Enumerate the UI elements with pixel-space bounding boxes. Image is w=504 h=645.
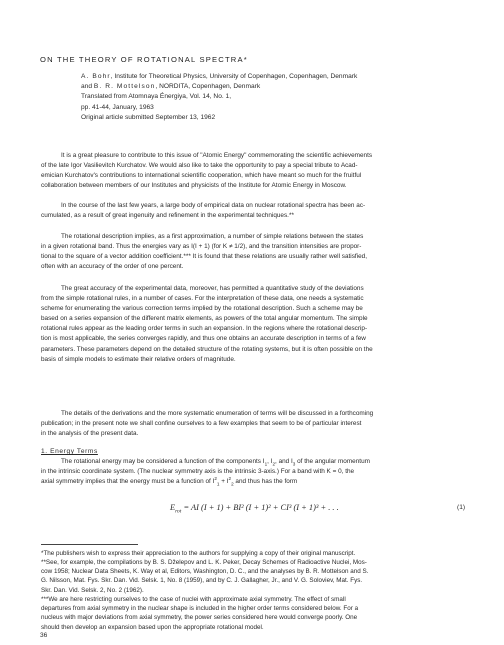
subscript: 1	[216, 481, 220, 487]
page-range: pp. 41-44, January, 1963	[81, 103, 154, 111]
text-line: It is a great pleasure to contribute to this issue of "Atomic Energy" commemorating the scientific achievements	[61, 152, 373, 159]
paragraph-energy-terms	[41, 457, 468, 487]
superscript: 2	[214, 476, 217, 482]
text-fragment: and thus has the form	[233, 478, 298, 486]
author-line-2	[81, 82, 461, 92]
text-fragment: of the angular momentum	[295, 458, 370, 465]
subscript: 1	[264, 461, 268, 467]
subscript: 2	[231, 481, 234, 487]
text-fragment: axial symmetry implies that the energy must be a function of I	[41, 478, 215, 486]
subscript: 3	[292, 461, 296, 467]
paragraph-details	[41, 409, 468, 439]
subscript: 2	[272, 461, 276, 467]
author-2-affiliation: , NORDITA, Copenhagen, Denmark	[155, 83, 261, 91]
equation-subscript: rot	[175, 508, 182, 515]
text-line	[41, 477, 468, 487]
text-line: collaboration between members of our Institutes and physicists of the Institute for Atomic Energy in Moscow.	[41, 182, 347, 190]
text-line: in the intrinsic coordinate system. (The nuclear symmetry axis is the intrinsic 3-axis.) For a band with K = 0, the	[41, 468, 355, 476]
text-line: publication; in the present note we shall confine ourselves to a few examples that seem to be of particular interest	[41, 420, 362, 428]
text-line: of the late Igor Vasilievitch Kurchatov. We would also like to take the opportunity to pay a special tribute to Acad-	[41, 162, 358, 170]
text-line: in a given rotational band. Thus the energies vary as I(I + 1) (for K ≠ 1/2), and the transition intensities are propor-	[41, 243, 362, 251]
footnote-line: cow 1958; Nuclear Data Sheets, K. Way et al, Editors, Washington, D. C., and the analyses by B. R. Mottelson and S.	[41, 568, 369, 576]
text-line: The great accuracy of the experimental data, moreover, has permitted a quantitative study of the deviations	[61, 285, 364, 292]
text-line: scheme for enumerating the various correction terms implied by the rotational description. Such a scheme may be	[41, 305, 363, 313]
text-line: based on a series expansion of the different matrix elements, as powers of the total angular momentum. The simple	[41, 315, 368, 323]
text-fragment: , and I	[275, 458, 293, 465]
paragraph-accuracy	[41, 284, 468, 365]
text-line: rotational rules appear as the leading order terms in such an expansion. In the regions where the rotational descrip-	[41, 325, 368, 333]
text-line: emician Kurchatov's contributions to international scientific cooperation, which have meant so much for the fruitful	[41, 172, 362, 180]
paragraph-tribute	[41, 151, 468, 191]
footnote-line: **See, for example, the compilations by B. S. Dželepov and L. K. Peker, Decay Schemes of Radioactive Nuclei, Mos-	[41, 559, 367, 566]
text-line: parameters. These parameters depend on the detailed structure of the rotating systems, but it is often possible on the	[41, 345, 373, 353]
article-header	[81, 72, 461, 123]
paragraph-empirical-data	[41, 201, 468, 221]
text-fragment: + I	[219, 478, 229, 486]
footnote-line: G. Nilsson, Mat. Fys. Skr. Dan. Vid. Selsk. 1, No. 8 (1959), and by C. J. Gallagher, Jr., and V. G. Soloviev, Mat. Fys.	[41, 577, 363, 585]
text-line	[41, 457, 468, 467]
footnote-line: *The publishers wish to express their appreciation to the authors for supplying a copy of their original manuscript.	[41, 550, 356, 557]
author-2-prefix: and	[81, 83, 94, 91]
equation-number: (1)	[457, 504, 466, 511]
author-line-1	[81, 72, 461, 82]
superscript: 2	[228, 476, 232, 482]
equation-rhs: = AI (I + 1) + BI² (I + 1)² + CI³ (I + 1)³ + . . .	[181, 503, 339, 512]
page-number: 36	[40, 632, 48, 639]
text-fragment: The rotational energy may be considered a function of the components I	[61, 458, 265, 465]
text-line: from the simple rotational rules, in a number of cases. For the interpretation of these data, one needs a systematic	[41, 295, 364, 303]
article-title: ON THE THEORY OF ROTATIONAL SPECTRA*	[40, 55, 248, 64]
translation-source: Translated from Atomnaya Énergiya, Vol. 14, No. 1,	[81, 93, 232, 101]
footnote-1	[41, 549, 468, 558]
footnote-line: departures from axial symmetry in the nuclear shape is included in the higher order terms considered below. For a	[41, 605, 359, 613]
author-1-affiliation: , Institute for Theoretical Physics, University of Copenhagen, Copenhagen, Denmark	[110, 73, 358, 80]
equation-rotational-energy	[170, 503, 339, 515]
footnote-line: should then develop an expansion based upon the appropriate rotational model.	[41, 623, 264, 631]
footnote-line: nucleus with major deviations from axial symmetry, the power series considered here would converge poorly. One	[41, 614, 358, 622]
author-2-name: B. R. Mottelson	[93, 83, 156, 91]
footnote-line: Skr. Dan. Vid. Selsk. 2, No. 2 (1962).	[41, 586, 144, 594]
text-line: often with an accuracy of the order of one percent.	[41, 263, 184, 271]
text-line: tional to the square of a vector addition coefficient.*** It is found that these relations are usually rather well satisfied,	[41, 253, 367, 261]
submission-date: Original article submitted September 13, 1962	[81, 113, 216, 121]
footnote-line: ***We are here restricting ourselves to the case of nuclei with approximate axial symmetry. The effect of small	[41, 596, 346, 603]
footnote-3	[41, 595, 468, 632]
equation-lhs: E	[170, 503, 176, 512]
text-fragment: , I	[267, 458, 273, 465]
text-line: In the course of the last few years, a large body of empirical data on nuclear rotational spectra has been ac-	[61, 202, 366, 209]
section-heading: 1. Energy Terms	[41, 448, 98, 455]
text-line: The details of the derivations and the more systematic enumeration of terms will be discussed in a forthcoming	[61, 410, 374, 417]
author-1-name: A. Bohr	[81, 73, 111, 80]
footnote-divider	[41, 544, 138, 545]
text-line: in the analysis of the present data.	[41, 430, 139, 438]
text-line: cumulated, as a result of great ingenuity and refinement in the experimental techniques.**	[41, 212, 294, 220]
footnote-2	[41, 558, 468, 595]
paragraph-rotational-description	[41, 232, 468, 272]
text-line: basis of simple models to estimate their relative orders of magnitude.	[41, 355, 236, 363]
text-line: The rotational description implies, as a first approximation, a number of simple relations between the states	[61, 233, 364, 240]
text-line: tion is most applicable, the series converges rapidly, and thus one obtains an accurate description in terms of a few	[41, 335, 366, 343]
